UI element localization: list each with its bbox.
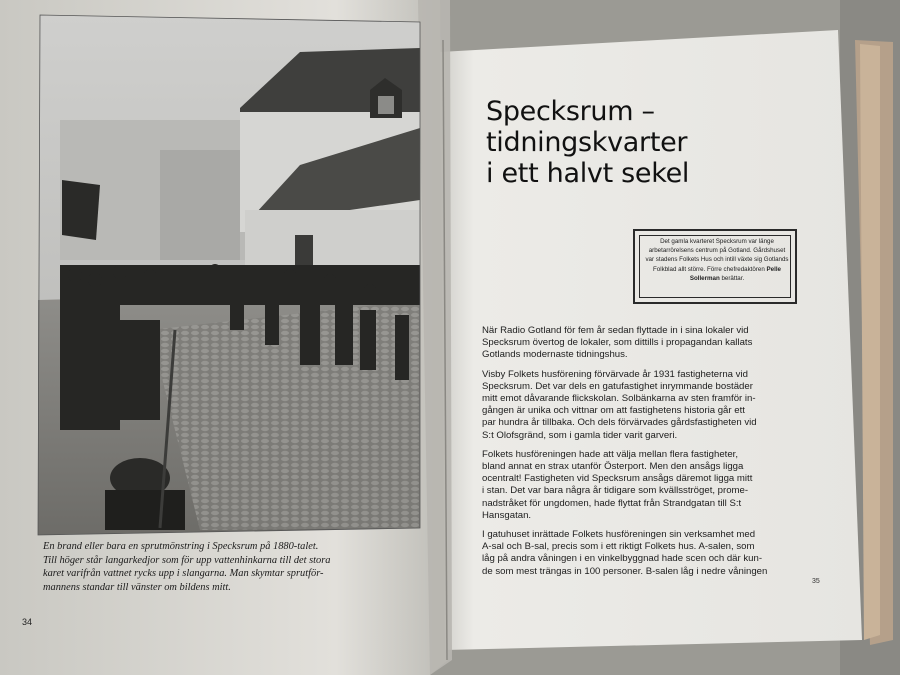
text-line: Hansgatan. <box>482 509 532 521</box>
text-line: När Radio Gotland för fem år sedan flyttade in i sina lokaler vid <box>482 325 749 336</box>
paragraph-3 <box>482 449 817 522</box>
text-line: mitt emot dåvarande flickskolan. Solbänkarna av sten framför in- <box>482 393 756 405</box>
title-line-2: tidningskvarter <box>486 127 688 158</box>
paragraph-4 <box>482 529 817 578</box>
text-line: par hundra år tillbaka. Och dels förvärvades gårdsfastigheten vid <box>482 417 757 429</box>
text-line: gången är unika och vittnar om att fastighetens historia går ett <box>482 405 745 417</box>
text-line: Folkets husföreningen hade att välja mellan flera fastigheter, <box>482 448 738 460</box>
historic-photo <box>38 15 420 535</box>
sidebar-author: Pelle Sollerman <box>689 265 781 282</box>
text-line: bland annat en strax utanför Österport. Men den ansågs ligga <box>482 461 744 473</box>
left-page-number: 34 <box>22 617 33 627</box>
article-body <box>482 325 817 585</box>
text-line: Specksrum övertog de lokaler, som dittills i propagandan kallats <box>482 337 753 349</box>
paragraph-1 <box>482 325 817 362</box>
text-line: S:t Olofsgränd, som i gamla tider varit garveri. <box>482 429 678 441</box>
text-line: ocentralt! Fastigheten vid Specksrum ansågs däremot ligga mitt <box>482 473 753 485</box>
caption-line: mannens standar till vänster om bildens mitt. <box>43 581 231 593</box>
sidebar-text <box>645 237 789 283</box>
caption-line: En brand eller bara en sprutmönstring i Specksrum på 1880-talet. <box>43 541 319 552</box>
text-line: A-sal och B-sal, precis som i ett riktigt Folkets hus. A-salen, som <box>482 541 755 553</box>
sidebar-tail: berättar. <box>721 274 745 282</box>
sidebar-box <box>633 229 797 304</box>
text-line: nadstråket för ungdomen, hade flyttat från Strandgatan till S:t <box>482 497 742 509</box>
title-line-3: i ett halvt sekel <box>486 158 690 189</box>
title-line-1: Specksrum – <box>486 96 655 127</box>
text-line: i stan. Det var bara några år tidigare som kvällsströget, prome- <box>482 485 749 497</box>
paragraph-2 <box>482 369 817 442</box>
right-page-number: 35 <box>812 578 820 585</box>
text-line: Gotlands modernaste tidningshus. <box>482 349 628 361</box>
caption-line: Till höger står langarkedjor som för upp vattenhinkarna till det stora <box>43 554 331 566</box>
page-title <box>486 96 746 189</box>
photo-caption <box>43 540 428 594</box>
text-line: Visby Folkets husförening förvärvade år 1931 fastigheterna vid <box>482 368 748 380</box>
text-line: I gatuhuset inrättade Folkets husföreningen sin verksamhet med <box>482 529 756 541</box>
sidebar-intro: Det gamla kvarteret Specksrum var länge arbetarrörelsens centrum på Gotland. Gårdshuset var stadens Folkets Hus och intill växte sig Gotlands Folkblad allt större. Förre chefredaktören <box>645 238 789 273</box>
text-line: de som mest trängas in 100 personer. B-salen låg i nedre våningen <box>482 565 768 577</box>
caption-line: karet varifrån vattnet rycks upp i slangarna. Man skymtar sprutför- <box>43 568 324 580</box>
text-line: låg på andra våningen i en vinkelbyggnad hade scen och där kun- <box>482 553 763 565</box>
text-line: Specksrum. Det var dels en gatufastighet inrymmande bostäder <box>482 380 753 392</box>
